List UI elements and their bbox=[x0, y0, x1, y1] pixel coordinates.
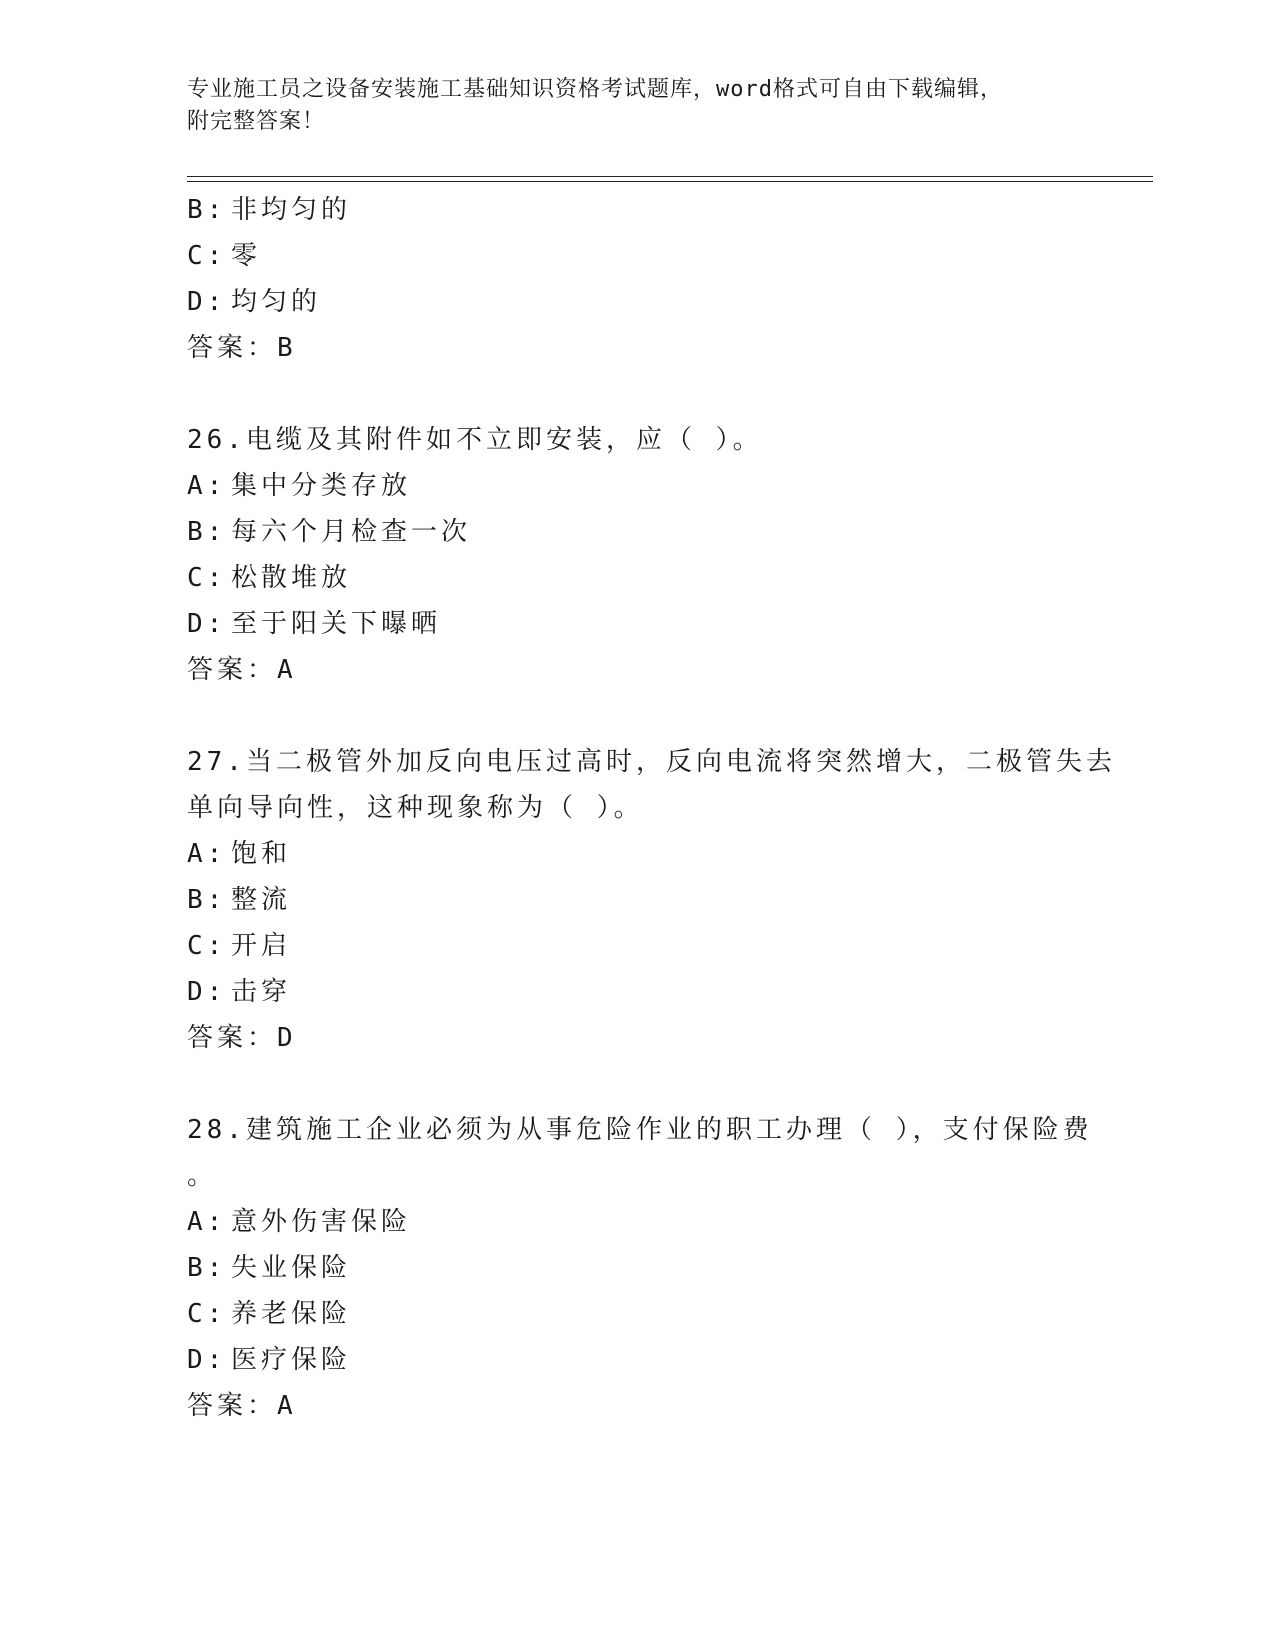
option-b bbox=[187, 187, 1087, 233]
question-text: 26.电缆及其附件如不立即安装，应（ ）。 bbox=[187, 425, 763, 455]
option-label: B: bbox=[187, 195, 227, 225]
option-text: 意外伤害保险 bbox=[231, 1207, 412, 1237]
option-c bbox=[187, 233, 1087, 279]
option-d bbox=[187, 969, 1087, 1015]
option-text: 零 bbox=[231, 241, 262, 271]
option-b bbox=[187, 877, 1087, 923]
option-label: D: bbox=[187, 609, 227, 639]
option-text: 失业保险 bbox=[231, 1253, 352, 1283]
option-text: 开启 bbox=[231, 931, 292, 961]
option-c bbox=[187, 555, 1087, 601]
option-label: A: bbox=[187, 471, 227, 501]
option-a bbox=[187, 831, 1087, 877]
option-text: 击穿 bbox=[231, 977, 292, 1007]
option-label: D: bbox=[187, 287, 227, 317]
prev-question-block bbox=[187, 187, 1087, 371]
option-label: D: bbox=[187, 1345, 227, 1375]
option-label: B: bbox=[187, 1253, 227, 1283]
option-label: C: bbox=[187, 1299, 227, 1329]
option-c bbox=[187, 1291, 1087, 1337]
option-label: C: bbox=[187, 931, 227, 961]
option-text: 非均匀的 bbox=[231, 195, 352, 225]
question-text-line-2: 单向导向性，这种现象称为（ ）。 bbox=[187, 793, 644, 823]
option-label: C: bbox=[187, 241, 227, 271]
question-27 bbox=[187, 739, 1116, 1061]
question-text-line-1: 27.当二极管外加反向电压过高时，反向电流将突然增大，二极管失去 bbox=[187, 747, 1116, 777]
answer-line: 答案：B bbox=[187, 333, 297, 363]
option-label: D: bbox=[187, 977, 227, 1007]
answer-line: 答案：A bbox=[187, 655, 297, 685]
option-text: 医疗保险 bbox=[231, 1345, 352, 1375]
option-d bbox=[187, 601, 1087, 647]
option-text: 集中分类存放 bbox=[231, 471, 412, 501]
answer-line: 答案：A bbox=[187, 1391, 297, 1421]
option-label: B: bbox=[187, 517, 227, 547]
option-a bbox=[187, 463, 1087, 509]
option-label: A: bbox=[187, 1207, 227, 1237]
option-d bbox=[187, 1337, 1087, 1383]
option-label: A: bbox=[187, 839, 227, 869]
option-text: 整流 bbox=[231, 885, 292, 915]
option-text: 至于阳关下曝晒 bbox=[231, 609, 442, 639]
option-b bbox=[187, 509, 1087, 555]
option-label: C: bbox=[187, 563, 227, 593]
option-c bbox=[187, 923, 1087, 969]
option-text: 均匀的 bbox=[231, 287, 322, 317]
option-label: B: bbox=[187, 885, 227, 915]
header-line-2: 附完整答案！ bbox=[187, 109, 326, 134]
question-28 bbox=[187, 1107, 1093, 1429]
option-text: 养老保险 bbox=[231, 1299, 352, 1329]
option-text: 饱和 bbox=[231, 839, 292, 869]
header-line-1: 专业施工员之设备安装施工基础知识资格考试题库，word格式可自由下载编辑， bbox=[187, 77, 1003, 102]
header-divider bbox=[187, 176, 1153, 182]
question-26 bbox=[187, 417, 1087, 693]
option-a bbox=[187, 1199, 1087, 1245]
option-b bbox=[187, 1245, 1087, 1291]
question-text-line-1: 28.建筑施工企业必须为从事危险作业的职工办理（ ），支付保险费 bbox=[187, 1115, 1093, 1145]
document-header bbox=[187, 74, 1067, 138]
answer-line: 答案：D bbox=[187, 1023, 297, 1053]
option-text: 每六个月检查一次 bbox=[231, 517, 472, 547]
question-text-line-2: 。 bbox=[187, 1161, 218, 1191]
question-list bbox=[187, 187, 1116, 1429]
option-d bbox=[187, 279, 1087, 325]
option-text: 松散堆放 bbox=[231, 563, 352, 593]
